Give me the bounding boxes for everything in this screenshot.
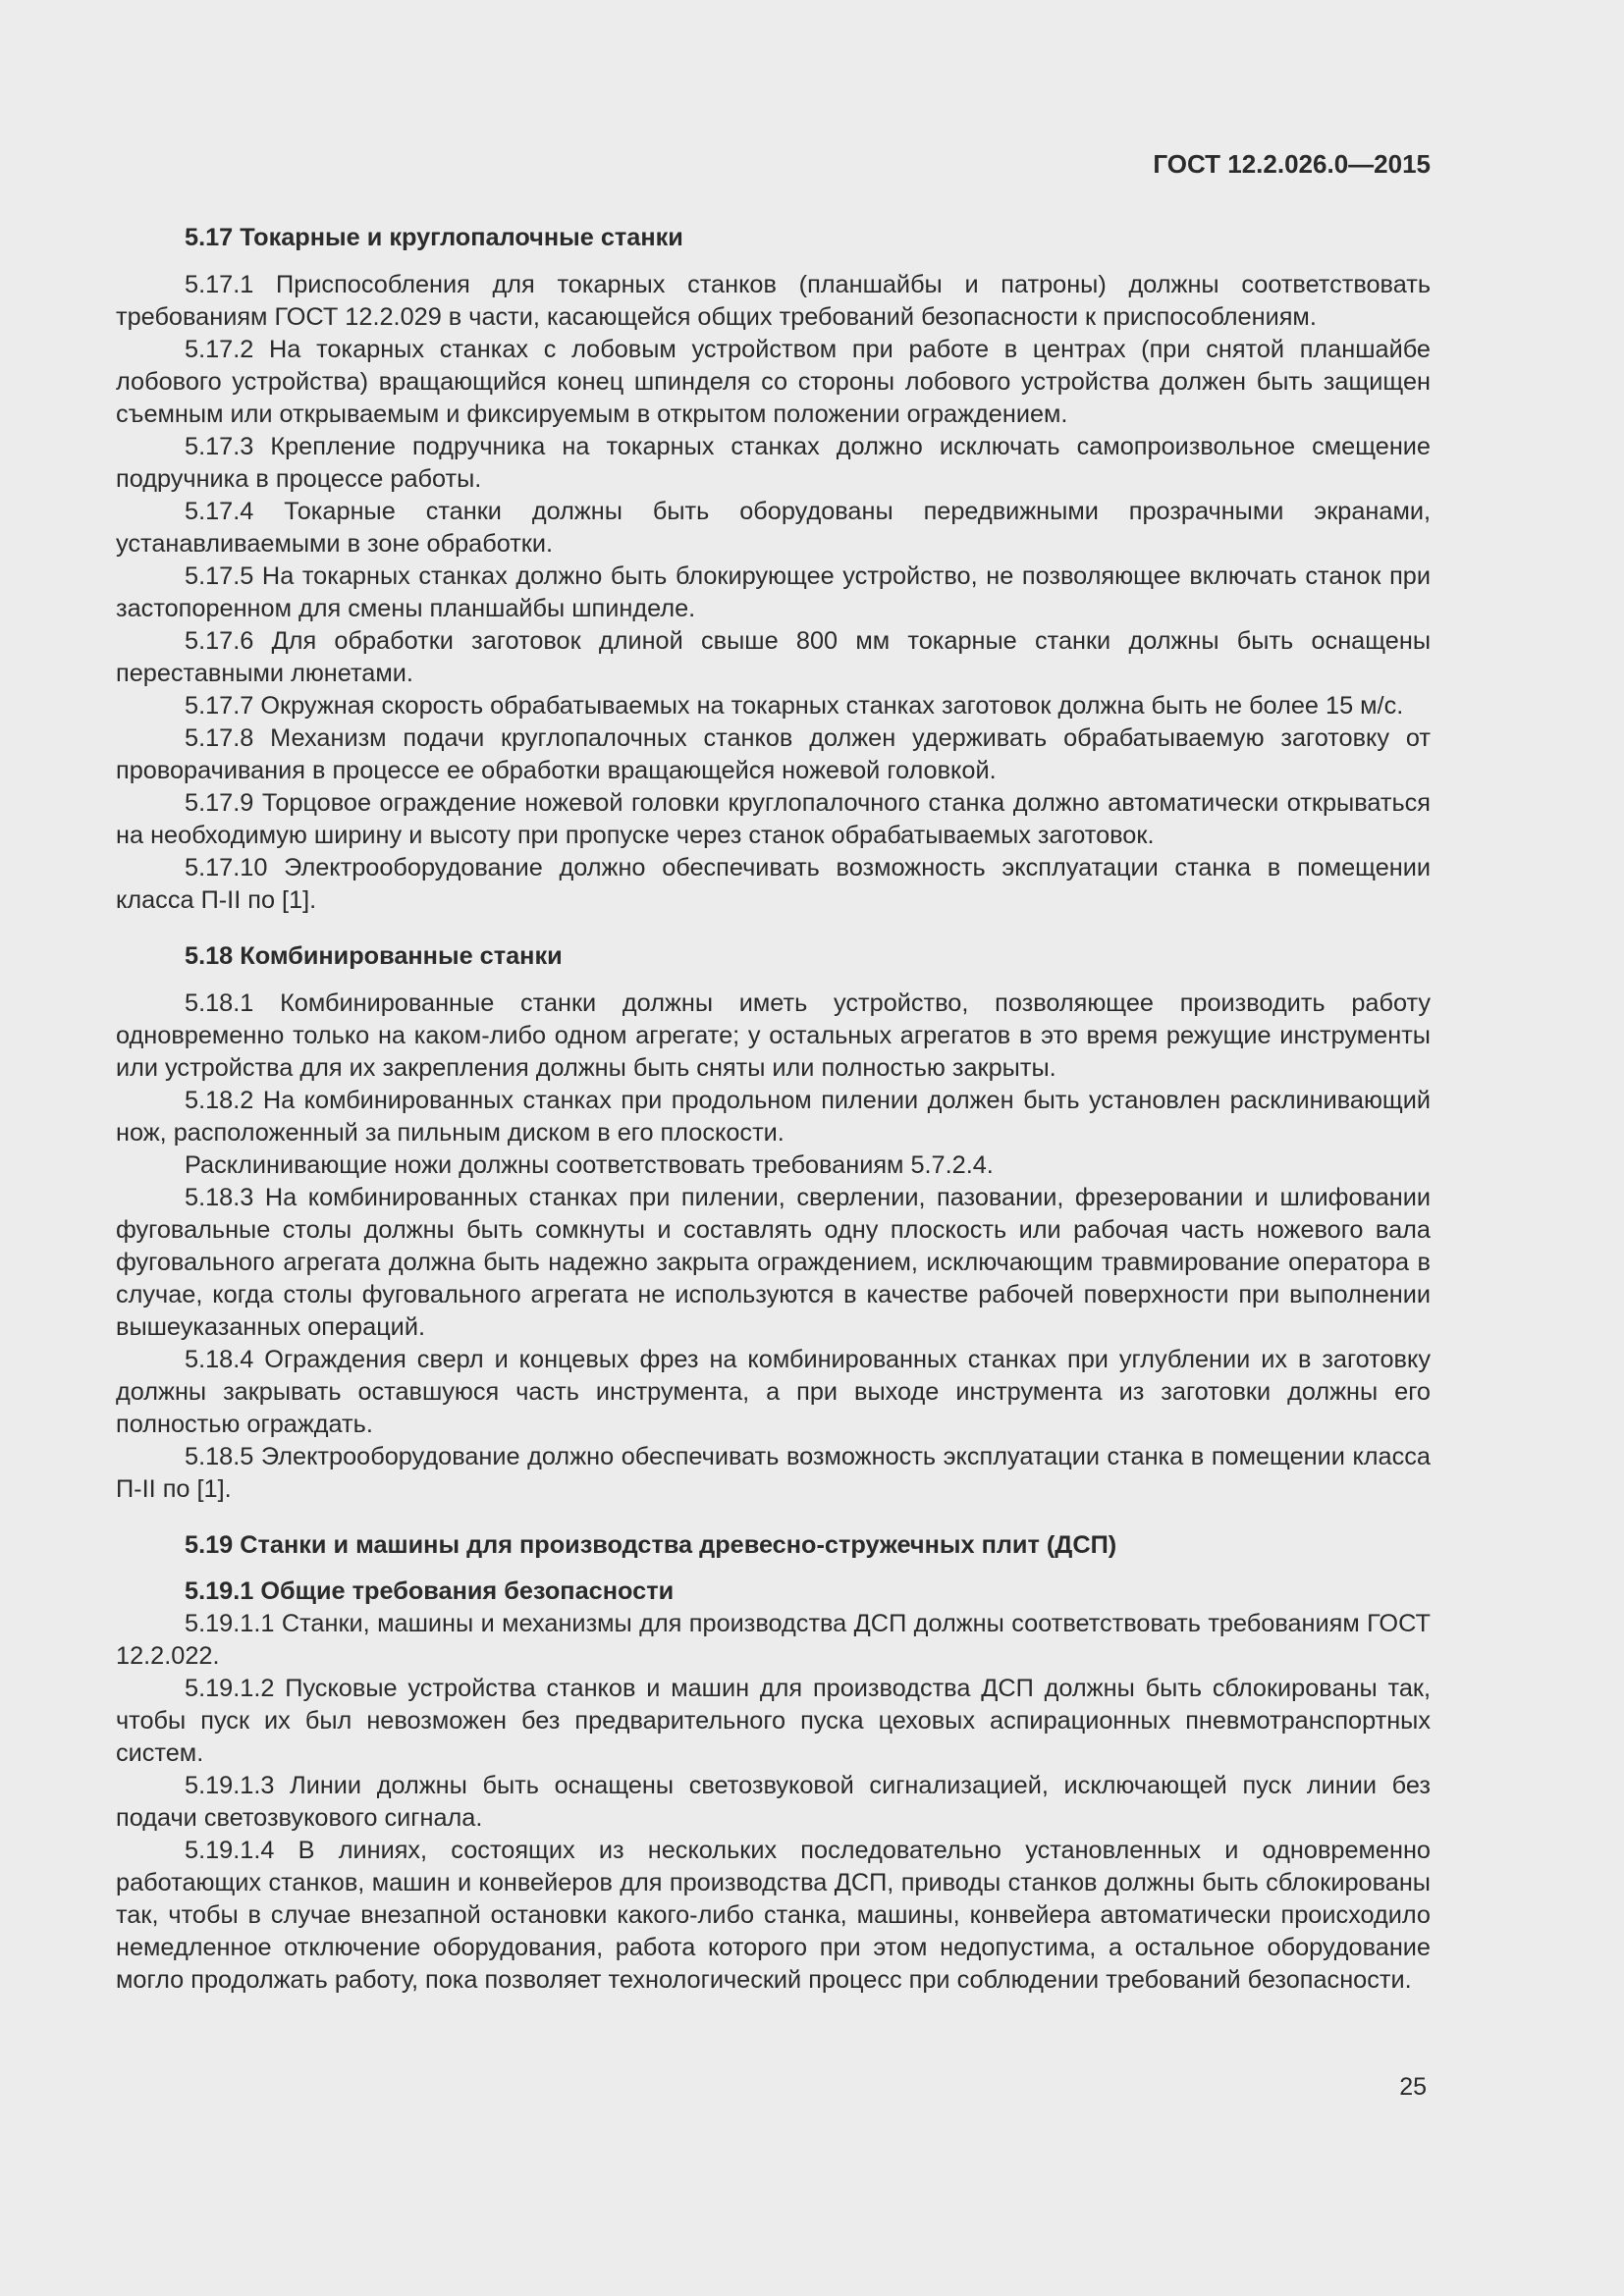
paragraph-5-18-3: 5.18.3 На комбинированных станках при пилении, сверлении, пазовании, фрезеровании и шлифовании фуговальные столы должны быть сомкнуты и составлять одну плоскость или рабочая часть ножевого вала фуговального агрегата должна быть надежно закрыта ограждением, исключающим травмирование оператора в случае, когда столы фуговального агрегата не используются в качестве рабочей поверхности при выполнении вышеуказанных операций.: [116, 1184, 1431, 1341]
document-page: [116, 0, 1431, 2296]
paragraph-5-17-2: 5.17.2 На токарных станках с лобовым устройством при работе в центрах (при снятой планшайбе лобового устройства) вращающийся конец шпинделя со стороны лобового устройства должен быть защищен съемным или открываемым и фиксируемым в открытом положении ограждением.: [116, 336, 1431, 428]
paragraph-5-17-1: 5.17.1 Приспособления для токарных станков (планшайбы и патроны) должны соответствовать требованиям ГОСТ 12.2.029 в части, касающейся общих требований безопасности к приспособлениям.: [116, 271, 1431, 331]
paragraph-5-17-8: 5.17.8 Механизм подачи круглопалочных станков должен удерживать обрабатываемую заготовку от проворачивания в процессе ее обработки вращающейся ножевой головкой.: [116, 724, 1431, 784]
document-code-header: ГОСТ 12.2.026.0—2015: [1153, 149, 1431, 179]
section-title-5-19: 5.19 Станки и машины для производства древесно-стружечных плит (ДСП): [185, 1531, 1117, 1559]
paragraph-5-17-6: 5.17.6 Для обработки заготовок длиной свыше 800 мм токарные станки должны быть оснащены переставными люнетами.: [116, 627, 1431, 687]
paragraph-5-18-4: 5.18.4 Ограждения сверл и концевых фрез на комбинированных станках при углублении их в заготовку должны закрывать оставшуюся часть инструмента, а при выходе инструмента из заготовки должны его полностью ограждать.: [116, 1346, 1431, 1438]
paragraph-5-17-3: 5.17.3 Крепление подручника на токарных станках должно исключать самопроизвольное смещение подручника в процессе работы.: [116, 433, 1431, 493]
paragraph-5-19-1-4: 5.19.1.4 В линиях, состоящих из нескольких последовательно установленных и одновременно работающих станков, машин и конвейеров для производства ДСП, приводы станков должны быть сблокированы так, чтобы в случае внезапной остановки какого-либо станка, машины, конвейера автоматически происходило немедленное отключение оборудования, работа которого при этом недопустима, а остальное оборудование могло продолжать работу, пока позволяет технологический процесс при соблюдении требований безопасности.: [116, 1837, 1431, 1994]
section-title-5-17: 5.17 Токарные и круглопалочные станки: [185, 224, 683, 251]
paragraph-5-18-2: 5.18.2 На комбинированных станках при продольном пилении должен быть установлен расклинивающий нож, расположенный за пильным диском в его плоскости.: [116, 1087, 1431, 1147]
paragraph-5-18-5: 5.18.5 Электрооборудование должно обеспечивать возможность эксплуатации станка в помещении класса П-II по [1].: [116, 1443, 1431, 1503]
paragraph-5-19-1-1: 5.19.1.1 Станки, машины и механизмы для производства ДСП должны соответствовать требованиям ГОСТ 12.2.022.: [116, 1610, 1431, 1670]
subsection-title-5-19-1: 5.19.1 Общие требования безопасности: [185, 1577, 675, 1605]
paragraph-5-18-2-note: Расклинивающие ножи должны соответствовать требованиям 5.7.2.4.: [185, 1151, 994, 1179]
paragraph-5-19-1-3: 5.19.1.3 Линии должны быть оснащены светозвуковой сигнализацией, исключающей пуск линии без подачи светозвукового сигнала.: [116, 1772, 1431, 1832]
paragraph-5-17-4: 5.17.4 Токарные станки должны быть оборудованы передвижными прозрачными экранами, устанавливаемыми в зоне обработки.: [116, 498, 1431, 558]
paragraph-5-18-1: 5.18.1 Комбинированные станки должны иметь устройство, позволяющее производить работу одновременно только на каком-либо одном агрегате; у остальных агрегатов в это время режущие инструменты или устройства для их закрепления должны быть сняты или полностью закрыты.: [116, 989, 1431, 1082]
document-body: [116, 222, 1431, 1997]
paragraph-5-17-10: 5.17.10 Электрооборудование должно обеспечивать возможность эксплуатации станка в помещении класса П-II по [1].: [116, 854, 1431, 914]
paragraph-5-17-5: 5.17.5 На токарных станках должно быть блокирующее устройство, не позволяющее включать станок при застопоренном для смены планшайбы шпинделе.: [116, 562, 1431, 622]
page-number: 25: [1399, 2073, 1427, 2101]
paragraph-5-19-1-2: 5.19.1.2 Пусковые устройства станков и машин для производства ДСП должны быть сблокированы так, чтобы пуск их был невозможен без предварительного пуска цеховых аспирационных пневмотранспортных систем.: [116, 1675, 1431, 1767]
paragraph-5-17-7: 5.17.7 Окружная скорость обрабатываемых на токарных станках заготовок должна быть не более 15 м/с.: [185, 692, 1404, 720]
section-title-5-18: 5.18 Комбинированные станки: [185, 942, 563, 970]
paragraph-5-17-9: 5.17.9 Торцовое ограждение ножевой головки круглопалочного станка должно автоматически открываться на необходимую ширину и высоту при пропуске через станок обрабатываемых заготовок.: [116, 789, 1431, 849]
